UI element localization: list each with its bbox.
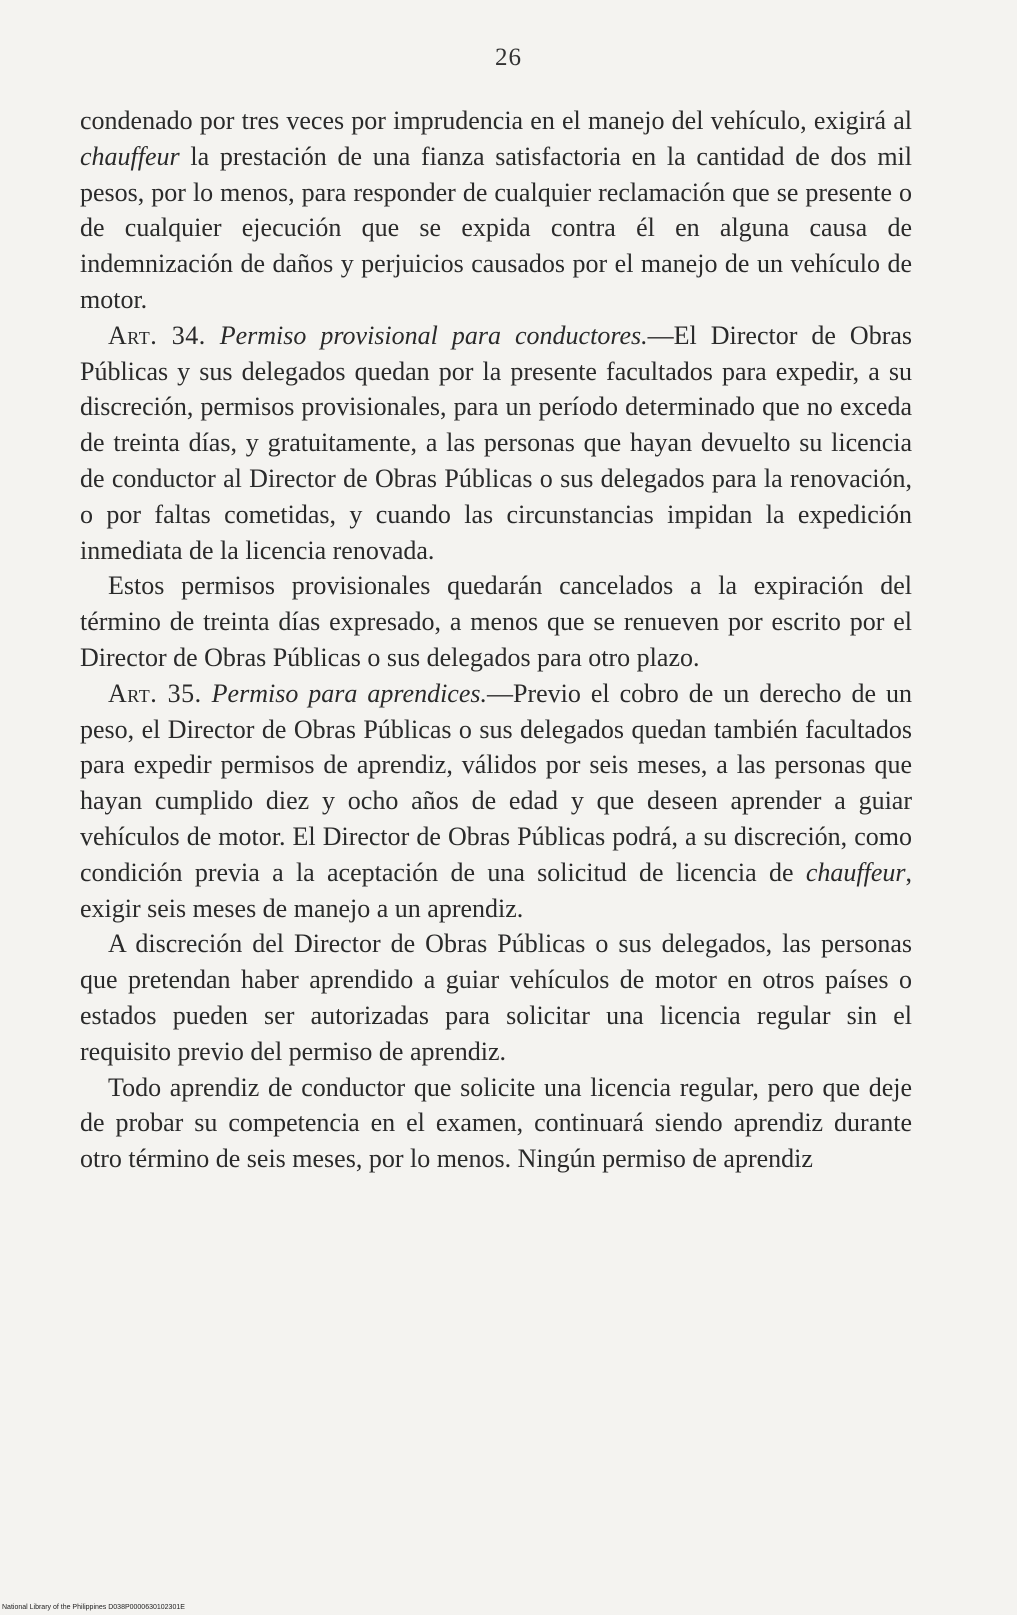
article-35 [80,676,912,927]
body-text [80,103,912,1177]
article-34 [80,318,912,569]
article-body: —Previo el cobro de un derecho de un peso, el Director de Obras Públicas o sus delegados quedan también facultados para expedir permisos de aprendiz, válidos por seis meses, a las personas que hayan cumplido diez y ocho años de edad y que deseen aprender a guiar vehículos de motor. El Director de Obras Públicas podrá, a su discreción, como condición previa a la aceptación de una solicitud de licencia de [80,678,913,887]
paragraph-text: condenado por tres veces por imprudencia en el manejo del vehículo, exigirá al [80,106,912,135]
article-label: Art. 35. [108,678,202,708]
paragraph-failed-exam: Todo aprendiz de conductor que solicite una licencia regular, pero que deje de probar su competencia en el examen, continuará siendo aprendiz durante otro término de seis meses, por lo menos. Ningún permiso de aprendiz [80,1072,912,1174]
emphasis-chauffeur: chauffeur [805,857,906,887]
article-title: Permiso provisional para conductores. [219,320,648,350]
paragraph-foreign-learners: A discreción del Director de Obras Públicas o sus delegados, las personas que pretendan haber aprendido a guiar vehículos de motor en otros países o estados pueden ser autorizadas para solicitar una licencia regular sin el requisito previo del permiso de aprendiz. [80,929,912,1066]
article-title: Permiso para aprendices. [211,678,487,708]
article-body: , exigir seis meses de manejo a un aprendiz. [80,857,912,923]
paragraph-provisional-permits: Estos permisos provisionales quedarán cancelados a la expiración del término de treinta días expresado, a menos que se renueven por escrito por el Director de Obras Públicas o sus delegados para otro plazo. [80,571,912,672]
scan-credit: National Library of the Philippines D038P0000630102301E [2,1604,185,1611]
article-label: Art. 34. [108,320,206,350]
emphasis-chauffeur: chauffeur [80,141,180,171]
article-body: —El Director de Obras Públicas y sus delegados quedan por la presente facultados para expedir, a su discreción, permisos provisionales, para un período determinado que no exceda de treinta días, y gratuitamente, a las personas que hayan devuelto su licencia de conductor al Director de Obras Públicas o sus delegados para la renovación, o por faltas cometidas, y cuando las circunstancias impidan la expedición inmediata de la licencia renovada. [80,320,913,565]
paragraph-text: la prestación de una fianza satisfactoria en la cantidad de dos mil pesos, por lo menos, para responder de cualquier reclamación que se presente o de cualquier ejecución que se expida contra él en alguna causa de indemnización de daños y perjuicios causados por el manejo de un vehículo de motor. [80,141,912,314]
paragraph-continuation [80,103,912,318]
page-number: 26 [495,44,522,71]
